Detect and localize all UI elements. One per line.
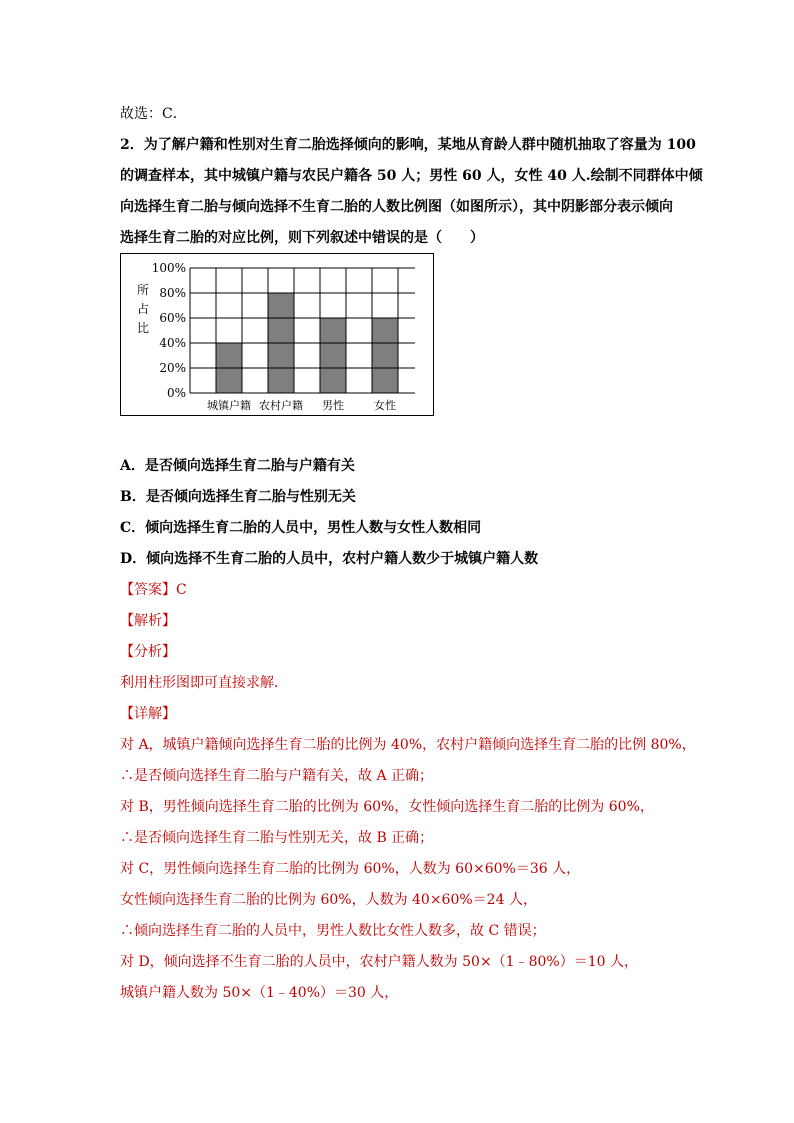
option-a: A．是否倾向选择生育二胎与户籍有关: [120, 458, 355, 474]
fenxi-label: 【分析】: [120, 644, 176, 660]
option-d: D．倾向选择不生育二胎的人员中，农村户籍人数少于城镇户籍人数: [120, 551, 539, 567]
question-line-3: 向选择生育二胎与倾向选择不生育二胎的人数比例图（如图所示），其中阴影部分表示倾向: [120, 199, 673, 215]
analysis-label: 【解析】: [120, 613, 176, 629]
y-tick-label: 0%: [166, 386, 186, 400]
fenxi-text: 利用柱形图即可直接求解．: [120, 675, 288, 691]
question-line-4: 选择生育二胎的对应比例，则下列叙述中错误的是（ ）: [120, 230, 484, 246]
answer-label: 【答案】: [120, 582, 176, 598]
bar-chart: [120, 253, 434, 416]
detail-line-3: 对 B，男性倾向选择生育二胎的比例为 60%，女性倾向选择生育二胎的比例为 60%，: [120, 799, 654, 815]
y-tick-label: 20%: [159, 361, 186, 375]
detail-line-4: ∴是否倾向选择生育二胎与性别无关，故 B 正确；: [120, 830, 434, 846]
y-axis-label: 所 占 比: [136, 283, 149, 335]
detail-line-1: 对 A，城镇户籍倾向选择生育二胎的比例为 40%，农村户籍倾向选择生育二胎的比例 80%，: [120, 737, 696, 753]
option-b: B．是否倾向选择生育二胎与性别无关: [120, 489, 356, 505]
x-tick-label: 男性: [322, 399, 344, 412]
detail-line-6: 女性倾向选择生育二胎的比例为 60%，人数为 40×60%＝24 人，: [120, 892, 537, 908]
option-c: C．倾向选择生育二胎的人员中，男性人数与女性人数相同: [120, 520, 482, 536]
question-line-1: 2．为了解户籍和性别对生育二胎选择倾向的影响，某地从育龄人群中随机抽取了容量为 100: [120, 137, 696, 153]
question-line-2: 的调查样本，其中城镇户籍与农民户籍各 50 人；男性 60 人，女性 40 人.绘制不同群体中倾: [120, 168, 703, 184]
y-tick-label: 100%: [151, 261, 186, 275]
detail-line-9: 城镇户籍人数为 50×（1﹣40%）＝30 人，: [120, 985, 399, 1001]
detail-line-2: ∴是否倾向选择生育二胎与户籍有关，故 A 正确；: [120, 768, 434, 784]
x-tick-label: 农村户籍: [259, 399, 303, 412]
answer-line: [120, 580, 187, 600]
detail-line-8: 对 D，倾向选择不生育二胎的人员中，农村户籍人数为 50×（1﹣80%）＝10 人，: [120, 954, 638, 970]
detail-label: 【详解】: [120, 706, 176, 722]
y-tick-label: 60%: [159, 311, 186, 325]
y-tick-label: 80%: [159, 286, 186, 300]
detail-line-5: 对 C，男性倾向选择生育二胎的比例为 60%，人数为 60×60%＝36 人，: [120, 861, 581, 877]
bar-4: [372, 318, 398, 393]
y-tick-label: 40%: [159, 336, 186, 350]
detail-line-7: ∴倾向选择生育二胎的人员中，男性人数比女性人数多，故 C 错误；: [120, 923, 546, 939]
x-tick-label: 城镇户籍: [207, 399, 251, 412]
answer-value: C: [176, 582, 187, 598]
previous-answer: 故选：C．: [120, 106, 187, 122]
x-tick-label: 女性: [374, 399, 396, 412]
bar-3: [320, 318, 346, 393]
bar-chart-svg: [121, 254, 433, 415]
